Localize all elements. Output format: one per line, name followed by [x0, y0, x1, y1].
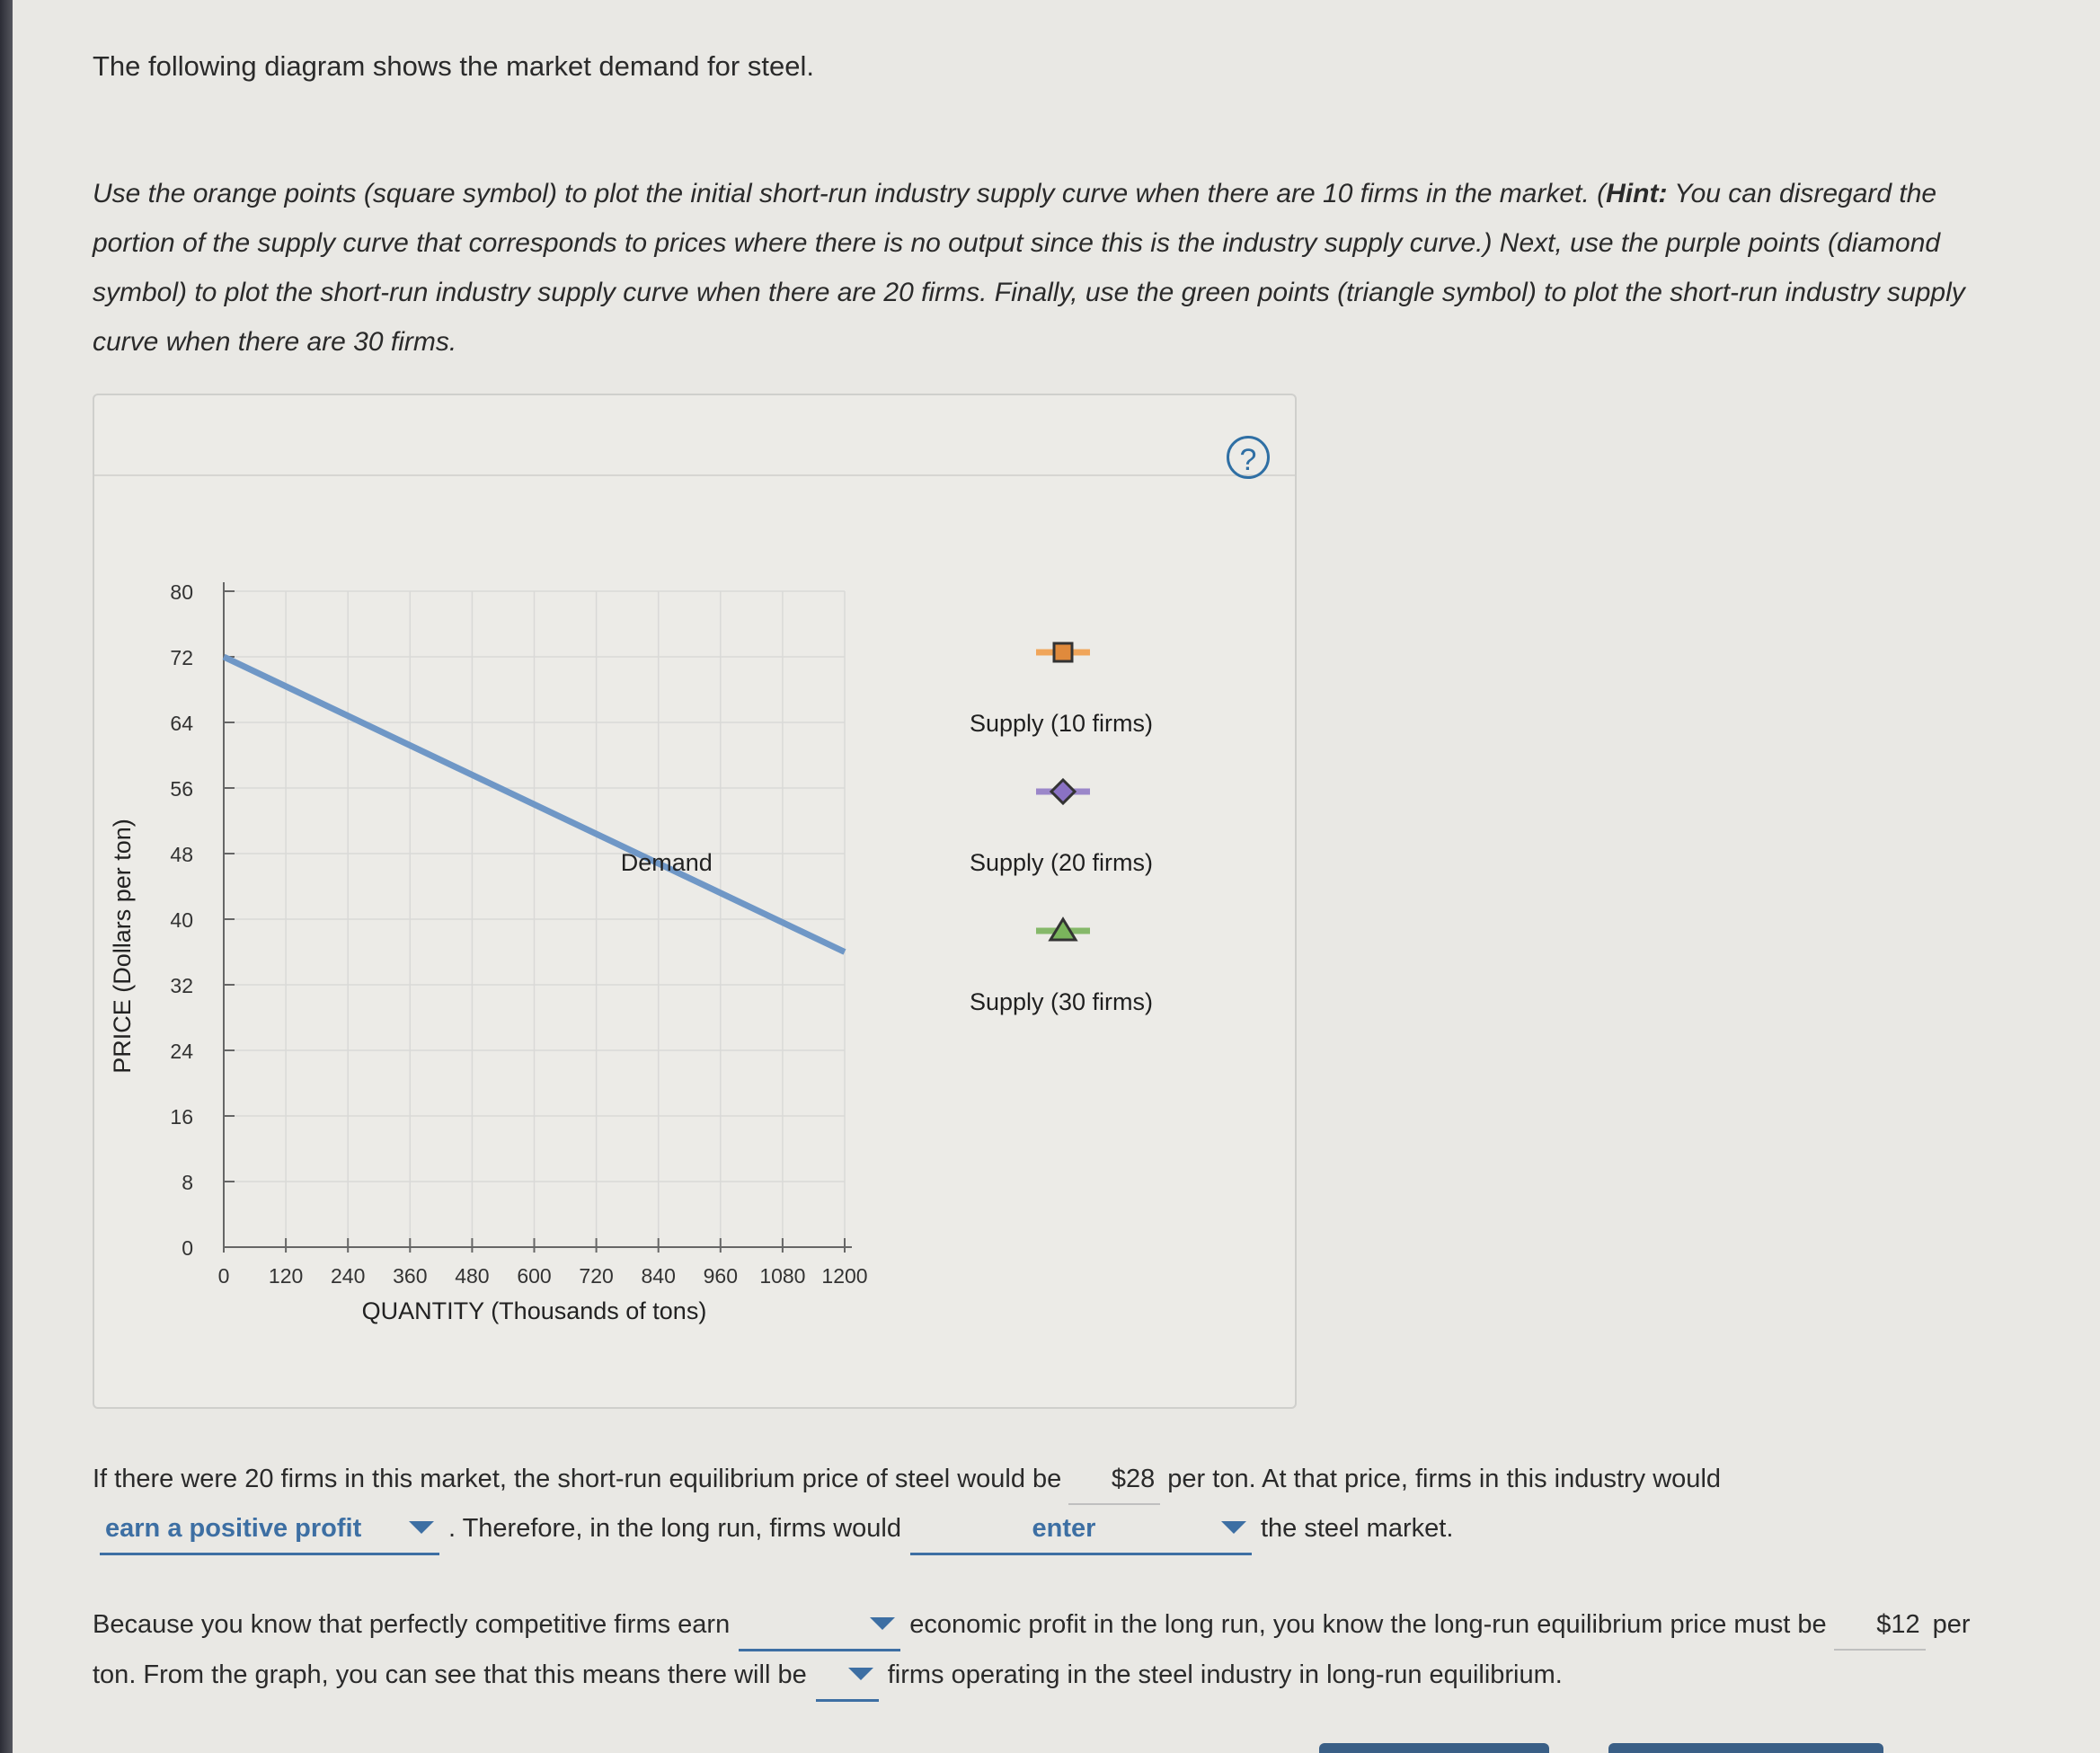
instructions-part2: You can disregard the portion of the supply curve that corresponds to prices where there is no output since this is the industry supply curve.) Next, use the purple points (diamond symbol) to plot the short-run industry supply curve when there are 20 firms. Finally, use the green points (triangle symbol) to plot the short-run industry supply curve when there are 30 firms.	[93, 179, 1965, 357]
x-tick-label: 1200	[821, 1264, 868, 1288]
question-circle-icon[interactable]: ?	[1227, 436, 1270, 479]
instructions-text	[93, 169, 1971, 367]
y-tick-label: 0	[182, 1236, 193, 1260]
long-run-price-input[interactable]: $12	[1834, 1601, 1926, 1651]
y-tick-label: 72	[170, 646, 193, 669]
question-2	[93, 1601, 2007, 1702]
x-tick-label: 360	[393, 1264, 428, 1288]
x-tick-label: 0	[217, 1264, 230, 1288]
x-tick-label: 480	[455, 1264, 490, 1288]
q1-text-2: per ton. At that price, firms in this industry would	[1167, 1465, 1722, 1493]
diamond-icon	[1051, 780, 1075, 803]
profit-dropdown-value: earn a positive profit	[105, 1514, 362, 1543]
x-tick-label: 600	[517, 1264, 552, 1288]
legend-label: Supply (20 firms)	[969, 849, 1154, 876]
entry-exit-dropdown-value: enter	[1032, 1514, 1096, 1543]
legend-tool-triangle[interactable]	[1036, 919, 1090, 940]
chevron-down-icon	[870, 1617, 895, 1630]
footer-button-2[interactable]	[1608, 1743, 1883, 1753]
y-tick-label: 80	[170, 580, 193, 604]
chevron-down-icon	[409, 1521, 434, 1534]
q2-text-2: economic profit in the long run, you know the long-run equilibrium price must be	[909, 1610, 1827, 1639]
x-tick-label: 960	[703, 1264, 738, 1288]
x-tick-label: 1080	[759, 1264, 806, 1288]
y-tick-label: 16	[170, 1105, 193, 1129]
instructions-part1: Use the orange points (square symbol) to plot the initial short-run industry supply curve when there are 10 firms in the market. (	[93, 179, 1607, 208]
legend-label: Supply (30 firms)	[969, 988, 1154, 1015]
legend-label: Supply (10 firms)	[969, 710, 1154, 737]
x-tick-label: 840	[641, 1264, 676, 1288]
x-tick-label: 240	[331, 1264, 366, 1288]
q1-text-3: . Therefore, in the long run, firms would	[448, 1514, 901, 1543]
x-tick-label: 720	[579, 1264, 614, 1288]
y-tick-label: 64	[170, 712, 193, 735]
supply-demand-chart[interactable]	[94, 395, 1295, 1407]
x-tick-label: 120	[268, 1264, 304, 1288]
y-tick-label: 48	[170, 843, 193, 866]
chevron-down-icon	[848, 1668, 873, 1680]
firm-count-dropdown[interactable]	[816, 1651, 879, 1702]
long-run-profit-dropdown[interactable]	[739, 1601, 900, 1651]
equilibrium-price-input[interactable]: $28	[1068, 1456, 1160, 1505]
demand-curve-label: Demand	[620, 849, 713, 877]
legend-tool-square[interactable]	[1036, 643, 1090, 661]
hint-label: Hint:	[1606, 179, 1668, 208]
y-tick-label: 40	[170, 908, 193, 932]
question-1	[93, 1456, 2007, 1555]
q2-text-3: per ton. From the graph, you can see that this means there will be	[93, 1610, 1971, 1689]
footer-button-1[interactable]	[1319, 1743, 1549, 1753]
q1-text-4: the steel market.	[1261, 1514, 1454, 1543]
q1-text-1: If there were 20 firms in this market, the short-run equilibrium price of steel would be	[93, 1465, 1062, 1493]
y-tick-label: 56	[170, 777, 193, 801]
intro-text: The following diagram shows the market demand for steel.	[93, 50, 814, 82]
y-tick-label: 24	[170, 1040, 193, 1063]
y-tick-label: 8	[182, 1171, 193, 1194]
x-axis-title: QUANTITY (Thousands of tons)	[361, 1297, 707, 1324]
y-axis-title: PRICE (Dollars per ton)	[109, 819, 136, 1074]
y-tick-label: 32	[170, 974, 193, 997]
q2-text-4: firms operating in the steel industry in long-run equilibrium.	[887, 1660, 1563, 1689]
chevron-down-icon	[1221, 1521, 1246, 1534]
square-icon	[1054, 643, 1072, 661]
entry-exit-dropdown[interactable]	[910, 1505, 1252, 1555]
window-edge	[0, 0, 13, 1753]
legend-tool-diamond[interactable]	[1036, 780, 1090, 803]
profit-dropdown[interactable]	[100, 1505, 439, 1555]
graph-panel	[93, 394, 1297, 1409]
q2-text-1: Because you know that perfectly competitive firms earn	[93, 1610, 731, 1639]
